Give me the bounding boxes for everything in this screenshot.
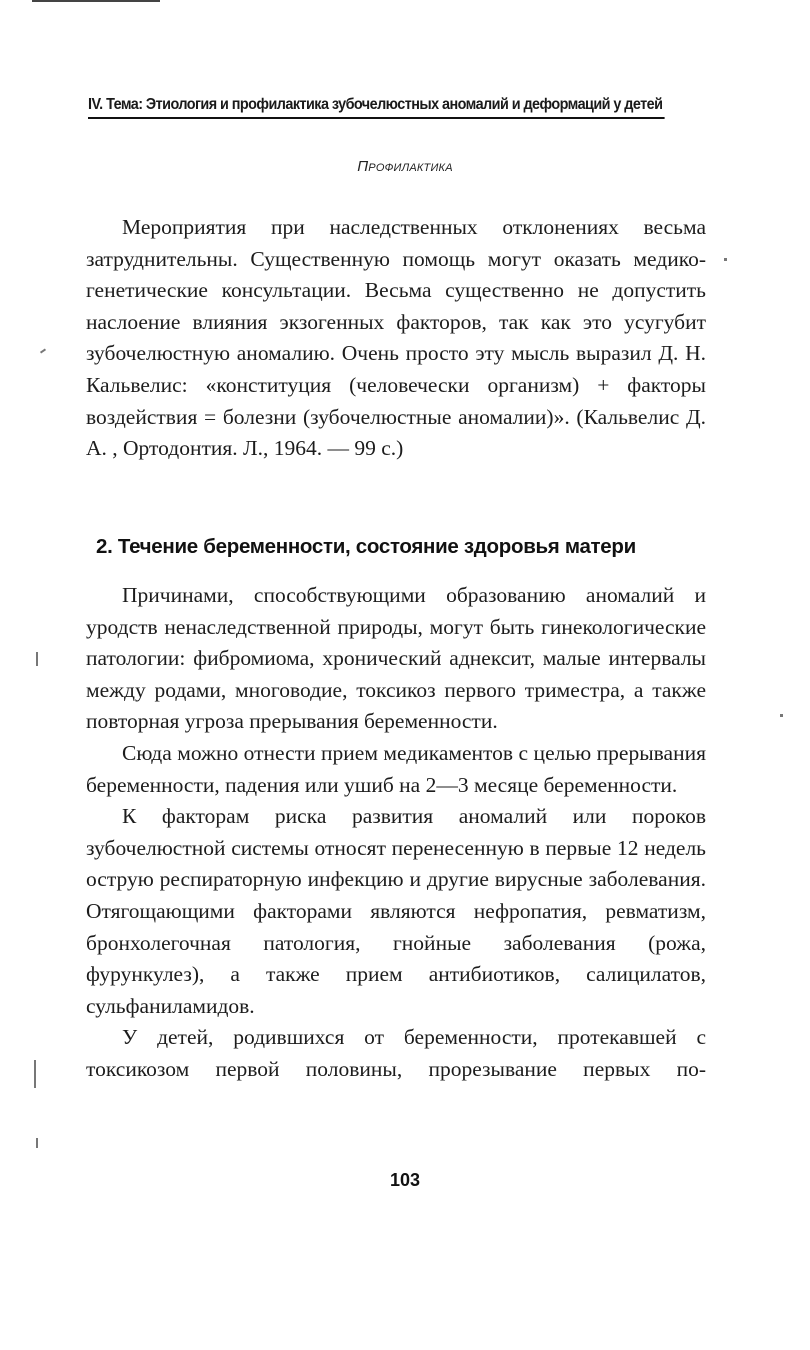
paragraph: К факторам риска развития аномалий или пороков зубочелюстной системы относят перенесенную в первые 12 недель острую респираторную инфекцию и другие вирусные заболевания. Отягощающими факторами являются нефропатия, ревматизм, бронхолегочная патология, гнойные заболевания (рожа, фурункулез), а также прием антибиотиков, салицилатов, сульфаниламидов. — [86, 804, 706, 1018]
paragraph: У детей, родившихся от беременности, протекавшей с токсикозом первой половины, прорезывание первых по- — [86, 1025, 706, 1081]
page-number: 103 — [389, 1170, 421, 1190]
scan-speck — [724, 258, 727, 261]
scan-speck — [34, 1060, 36, 1088]
paragraph: Сюда можно отнести прием медикаментов с целью прерывания беременности, падения или ушиб на 2—3 месяце беременности. — [86, 740, 706, 797]
section-label: Профилактика — [357, 158, 453, 175]
paragraph: Причинами, способствующими образованию аномалий и уродств ненаследственной природы, могут быть гинекологические патологии: фибромиома, хронический аднексит, малые интервалы между родами, многоводие, токсикоз первого триместра, а также повторная угроза прерывания беременности. — [86, 583, 706, 734]
section-heading: 2. Течение беременности, состояние здоровья матери — [96, 535, 636, 558]
scan-edge-mark — [32, 0, 160, 2]
main-text-block — [86, 580, 706, 1086]
scan-speck — [780, 714, 783, 717]
scan-speck — [36, 652, 38, 666]
running-head: IV. Тема: Этиология и профилактика зубочелюстных аномалий и деформаций у детей — [88, 96, 665, 119]
scan-speck — [36, 1138, 38, 1148]
scan-speck — [40, 348, 46, 353]
intro-paragraph: Мероприятия при наследственных отклонениях весьма затруднительны. Существенную помощь могут оказать медико-генетические консультации. Весьма существенно не допустить наслоение влияния экзогенных факторов, так как это усугубит зубочелюстную аномалию. Очень просто эту мысль выразил Д. Н. Кальвелис: «конституция (человечески организм) + факторы воздействия = болезни (зубочелюстные аномалии)». (Кальвелис Д. А. , Ортодонтия. Л., 1964. — 99 с.) — [86, 215, 706, 461]
intro-text-block — [86, 212, 706, 465]
